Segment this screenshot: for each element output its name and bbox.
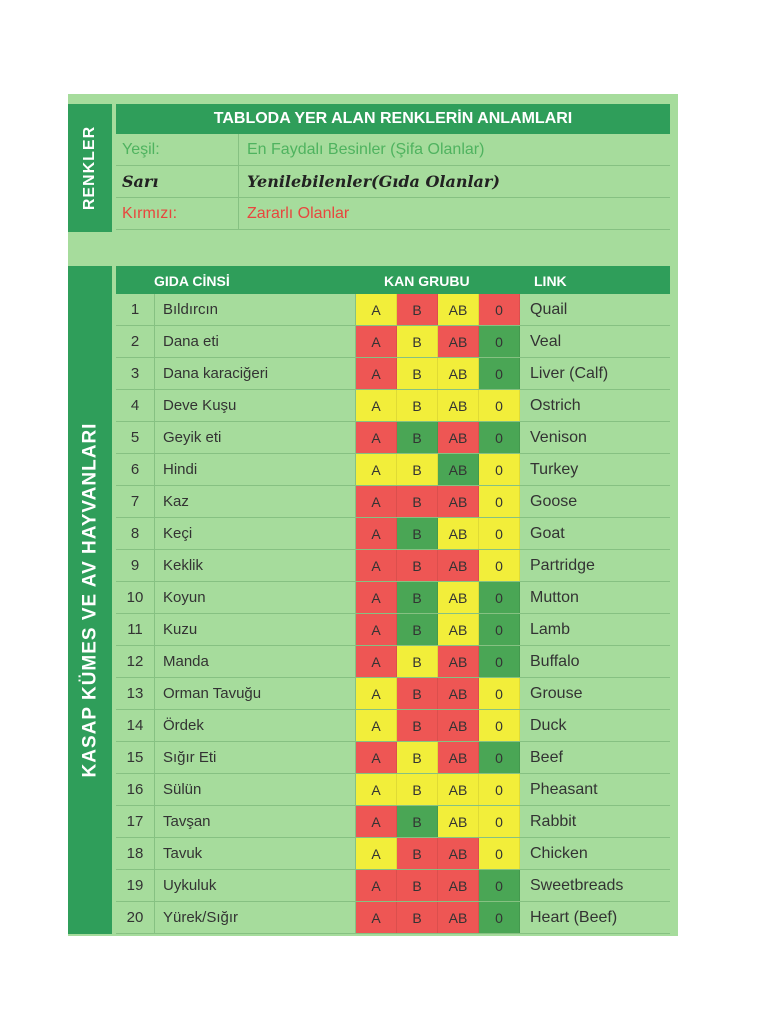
- table-side-bar: [68, 266, 112, 934]
- blood-type-cell: A: [356, 454, 397, 485]
- blood-type-cell: B: [397, 614, 438, 645]
- table-row: [116, 454, 670, 486]
- blood-type-cell: B: [397, 742, 438, 773]
- food-name: Manda: [155, 646, 356, 677]
- food-name: Hindi: [155, 454, 356, 485]
- english-name: Venison: [530, 428, 587, 446]
- blood-type-cell: AB: [438, 646, 479, 677]
- legend-rows: [116, 134, 670, 230]
- table-row: [116, 486, 670, 518]
- blood-type-cell: 0: [479, 454, 520, 485]
- blood-type-cell: A: [356, 806, 397, 837]
- blood-type-cell: A: [356, 614, 397, 645]
- row-number: 18: [116, 838, 155, 869]
- row-number: 6: [116, 454, 155, 485]
- table-row: [116, 870, 670, 902]
- blood-type-cell: AB: [438, 774, 479, 805]
- english-name: Quail: [530, 300, 568, 318]
- row-number: 4: [116, 390, 155, 421]
- row-number: 2: [116, 326, 155, 357]
- table-row: [116, 326, 670, 358]
- food-name: Ördek: [155, 710, 356, 741]
- legend-row: [116, 198, 670, 230]
- blood-type-cell: AB: [438, 390, 479, 421]
- blood-type-cell: 0: [479, 486, 520, 517]
- page-sheet: [68, 94, 678, 936]
- blood-type-cell: A: [356, 390, 397, 421]
- row-number: 3: [116, 358, 155, 389]
- food-name: Tavşan: [155, 806, 356, 837]
- table-header: [116, 266, 670, 294]
- blood-type-cell: 0: [479, 678, 520, 709]
- header-link: LINK: [534, 273, 567, 289]
- row-number: 20: [116, 902, 155, 933]
- header-blood: KAN GRUBU: [384, 273, 470, 289]
- english-name: Beef: [530, 748, 563, 766]
- legend-color-name: Yeşil:: [116, 134, 239, 165]
- blood-type-cell: 0: [479, 806, 520, 837]
- blood-type-cell: B: [397, 806, 438, 837]
- food-name: Yürek/Sığır: [155, 902, 356, 933]
- blood-type-cell: 0: [479, 870, 520, 901]
- food-name: Dana eti: [155, 326, 356, 357]
- legend-box: [116, 104, 670, 232]
- blood-type-cell: A: [356, 678, 397, 709]
- blood-type-cell: B: [397, 902, 438, 933]
- food-name: Keçi: [155, 518, 356, 549]
- legend-color-name: Sarı: [116, 166, 239, 197]
- food-name: Keklik: [155, 550, 356, 581]
- blood-type-cell: AB: [438, 454, 479, 485]
- food-name: Bıldırcın: [155, 294, 356, 325]
- table-row: [116, 518, 670, 550]
- blood-type-cell: 0: [479, 646, 520, 677]
- blood-type-cell: AB: [438, 326, 479, 357]
- food-name: Uykuluk: [155, 870, 356, 901]
- row-number: 1: [116, 294, 155, 325]
- english-name: Duck: [530, 716, 567, 734]
- blood-type-cell: A: [356, 422, 397, 453]
- header-food: GIDA CİNSİ: [154, 273, 230, 289]
- legend-color-meaning: En Faydalı Besinler (Şifa Olanlar): [247, 140, 485, 158]
- legend-row: [116, 134, 670, 166]
- table-row: [116, 550, 670, 582]
- row-number: 11: [116, 614, 155, 645]
- table-row: [116, 902, 670, 934]
- table-body: [116, 294, 670, 934]
- food-name: Kaz: [155, 486, 356, 517]
- food-name: Sığır Eti: [155, 742, 356, 773]
- row-number: 5: [116, 422, 155, 453]
- english-name: Veal: [530, 332, 562, 350]
- table-row: [116, 422, 670, 454]
- food-table: [116, 266, 670, 934]
- blood-type-cell: 0: [479, 742, 520, 773]
- english-name: Buffalo: [530, 652, 580, 670]
- food-name: Dana karaciğeri: [155, 358, 356, 389]
- table-row: [116, 838, 670, 870]
- table-row: [116, 358, 670, 390]
- blood-type-cell: AB: [438, 518, 479, 549]
- blood-type-cell: B: [397, 646, 438, 677]
- table-row: [116, 806, 670, 838]
- blood-type-cell: B: [397, 582, 438, 613]
- blood-type-cell: A: [356, 838, 397, 869]
- blood-type-cell: 0: [479, 358, 520, 389]
- blood-type-cell: B: [397, 294, 438, 325]
- row-number: 14: [116, 710, 155, 741]
- blood-type-cell: AB: [438, 358, 479, 389]
- blood-type-cell: AB: [438, 614, 479, 645]
- table-row: [116, 614, 670, 646]
- english-name: Chicken: [530, 844, 588, 862]
- blood-type-cell: B: [397, 358, 438, 389]
- blood-type-cell: AB: [438, 582, 479, 613]
- row-number: 19: [116, 870, 155, 901]
- english-name: Liver (Calf): [530, 364, 609, 382]
- english-name: Pheasant: [530, 780, 598, 798]
- blood-type-cell: B: [397, 390, 438, 421]
- blood-type-cell: AB: [438, 422, 479, 453]
- table-side-label: KASAP KÜMES VE AV HAYVANLARI: [79, 422, 100, 778]
- blood-type-cell: A: [356, 774, 397, 805]
- blood-type-cell: B: [397, 870, 438, 901]
- english-name: Grouse: [530, 684, 583, 702]
- food-name: Sülün: [155, 774, 356, 805]
- blood-type-cell: AB: [438, 294, 479, 325]
- blood-type-cell: A: [356, 742, 397, 773]
- blood-type-cell: 0: [479, 390, 520, 421]
- english-name: Sweetbreads: [530, 876, 624, 894]
- blood-type-cell: 0: [479, 774, 520, 805]
- blood-type-cell: B: [397, 710, 438, 741]
- english-name: Mutton: [530, 588, 579, 606]
- blood-type-cell: 0: [479, 422, 520, 453]
- legend-side-label: RENKLER: [81, 125, 98, 211]
- blood-type-cell: A: [356, 710, 397, 741]
- english-name: Rabbit: [530, 812, 577, 830]
- blood-type-cell: B: [397, 774, 438, 805]
- blood-type-cell: 0: [479, 838, 520, 869]
- blood-type-cell: A: [356, 486, 397, 517]
- blood-type-cell: AB: [438, 550, 479, 581]
- blood-type-cell: AB: [438, 870, 479, 901]
- food-name: Kuzu: [155, 614, 356, 645]
- blood-type-cell: 0: [479, 550, 520, 581]
- blood-type-cell: A: [356, 902, 397, 933]
- row-number: 7: [116, 486, 155, 517]
- food-name: Tavuk: [155, 838, 356, 869]
- blood-type-cell: AB: [438, 486, 479, 517]
- english-name: Goose: [530, 492, 578, 510]
- row-number: 15: [116, 742, 155, 773]
- row-number: 8: [116, 518, 155, 549]
- blood-type-cell: B: [397, 678, 438, 709]
- blood-type-cell: B: [397, 326, 438, 357]
- food-name: Koyun: [155, 582, 356, 613]
- table-row: [116, 678, 670, 710]
- blood-type-cell: A: [356, 326, 397, 357]
- table-row: [116, 294, 670, 326]
- blood-type-cell: AB: [438, 678, 479, 709]
- blood-type-cell: A: [356, 870, 397, 901]
- table-row: [116, 774, 670, 806]
- english-name: Goat: [530, 524, 565, 542]
- blood-type-cell: A: [356, 582, 397, 613]
- blood-type-cell: 0: [479, 582, 520, 613]
- row-number: 12: [116, 646, 155, 677]
- blood-type-cell: A: [356, 294, 397, 325]
- blood-type-cell: AB: [438, 902, 479, 933]
- blood-type-cell: A: [356, 358, 397, 389]
- blood-type-cell: B: [397, 486, 438, 517]
- blood-type-cell: A: [356, 646, 397, 677]
- blood-type-cell: A: [356, 518, 397, 549]
- legend-title: TABLODA YER ALAN RENKLERİN ANLAMLARI: [116, 104, 670, 134]
- blood-type-cell: B: [397, 550, 438, 581]
- blood-type-cell: B: [397, 454, 438, 485]
- row-number: 9: [116, 550, 155, 581]
- legend-color-meaning: Zararlı Olanlar: [247, 204, 350, 222]
- blood-type-cell: 0: [479, 294, 520, 325]
- blood-type-cell: A: [356, 550, 397, 581]
- english-name: Turkey: [530, 460, 579, 478]
- blood-type-cell: 0: [479, 902, 520, 933]
- legend-color-name: Kırmızı:: [116, 198, 239, 229]
- english-name: Heart (Beef): [530, 908, 618, 926]
- legend-side-bar: [68, 104, 112, 232]
- legend-color-meaning: Yenilebilenler(Gıda Olanlar): [247, 172, 500, 191]
- row-number: 16: [116, 774, 155, 805]
- row-number: 10: [116, 582, 155, 613]
- table-row: [116, 646, 670, 678]
- blood-type-cell: AB: [438, 838, 479, 869]
- blood-type-cell: 0: [479, 518, 520, 549]
- blood-type-cell: 0: [479, 326, 520, 357]
- legend-row: [116, 166, 670, 198]
- row-number: 17: [116, 806, 155, 837]
- table-row: [116, 390, 670, 422]
- food-name: Orman Tavuğu: [155, 678, 356, 709]
- table-row: [116, 710, 670, 742]
- blood-type-cell: B: [397, 518, 438, 549]
- blood-type-cell: AB: [438, 742, 479, 773]
- english-name: Ostrich: [530, 396, 581, 414]
- blood-type-cell: 0: [479, 710, 520, 741]
- english-name: Lamb: [530, 620, 571, 638]
- table-row: [116, 582, 670, 614]
- food-name: Deve Kuşu: [155, 390, 356, 421]
- table-row: [116, 742, 670, 774]
- blood-type-cell: 0: [479, 614, 520, 645]
- blood-type-cell: AB: [438, 710, 479, 741]
- blood-type-cell: B: [397, 422, 438, 453]
- food-name: Geyik eti: [155, 422, 356, 453]
- english-name: Partridge: [530, 556, 595, 574]
- row-number: 13: [116, 678, 155, 709]
- blood-type-cell: B: [397, 838, 438, 869]
- blood-type-cell: AB: [438, 806, 479, 837]
